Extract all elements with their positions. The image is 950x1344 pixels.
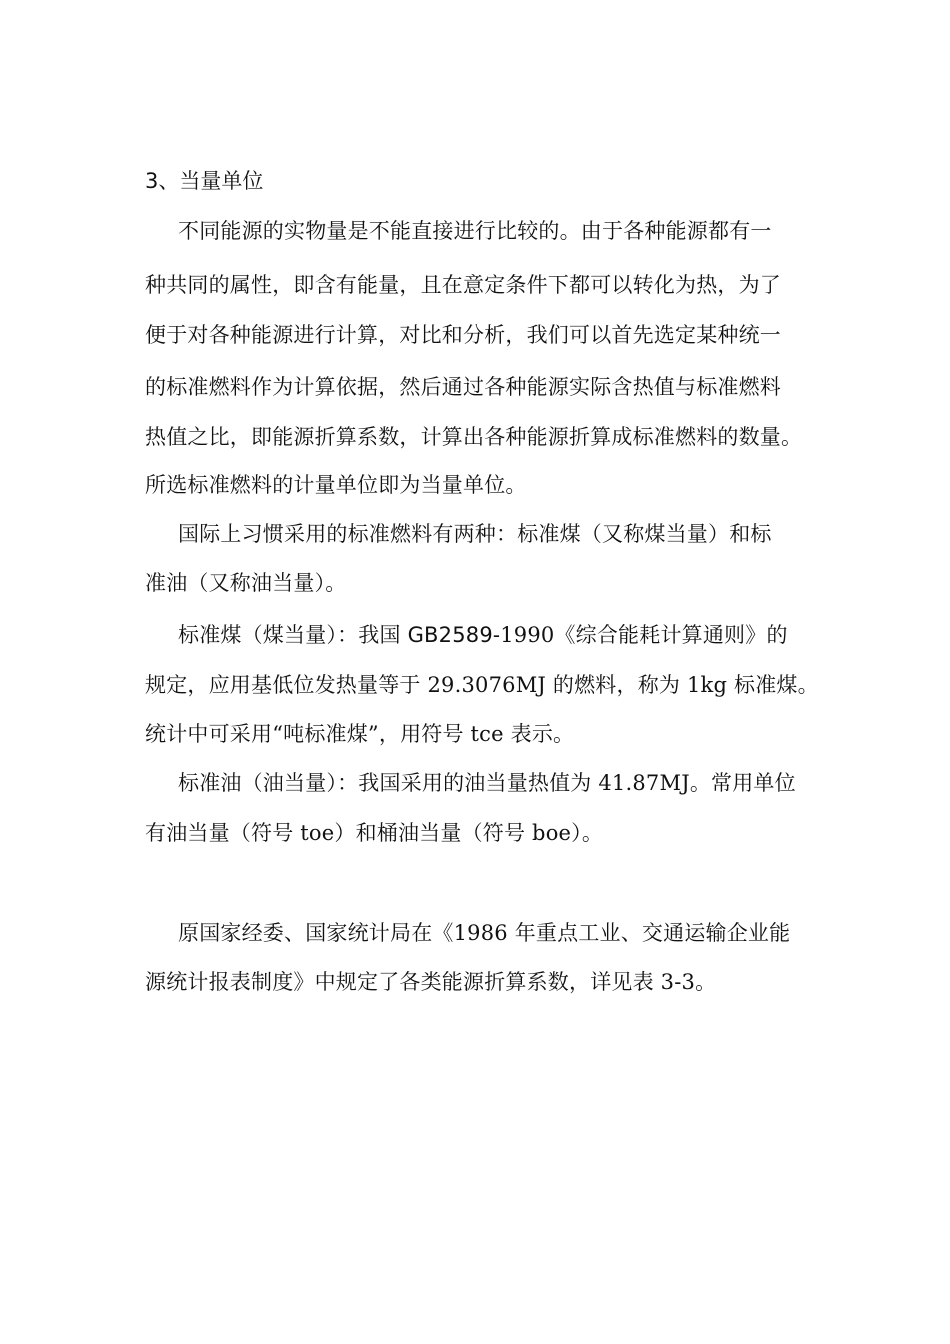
paragraph-1-line-1: 不同能源的实物量是不能直接进行比较的。由于各种能源都有一: [178, 219, 772, 243]
paragraph-3-line-1: [178, 620, 788, 650]
section-heading: 3、当量单位: [145, 169, 264, 193]
paragraph-5-line-1: 原国家经委、国家统计局在《1986 年重点工业、交通运输企业能: [178, 921, 791, 945]
paragraph-2-line-2: 准油（又称油当量）。: [145, 571, 347, 595]
paragraph-1-line-3: 便于对各种能源进行计算，对比和分析，我们可以首先选定某种统一: [145, 323, 781, 347]
paragraph-3-text-a: 标准煤（煤当量）：我国: [178, 623, 408, 647]
paragraph-1-line-4: 的标准燃料作为计算依据，然后通过各种能源实际含热值与标准燃料: [145, 375, 781, 399]
paragraph-5-line-2: 源统计报表制度》中规定了各类能源折算系数，详见表 3-3。: [145, 970, 717, 994]
paragraph-1-line-6: 所选标准燃料的计量单位即为当量单位。: [145, 473, 527, 497]
paragraph-4-line-1: 标准油（油当量）：我国采用的油当量热值为 41.87MJ。常用单位: [178, 771, 796, 795]
paragraph-1-line-2: 种共同的属性，即含有能量，且在意定条件下都可以转化为热，为了: [145, 273, 781, 297]
paragraph-3-line-2: 规定，应用基低位发热量等于 29.3076MJ 的燃料，称为 1kg 标准煤。: [145, 673, 819, 697]
paragraph-3-text-c: -1990《综合能耗计算通则》的: [492, 623, 788, 647]
standard-code: GB2589: [407, 623, 493, 647]
paragraph-1-line-5: 热值之比，即能源折算系数，计算出各种能源折算成标准燃料的数量。: [145, 425, 803, 449]
paragraph-2-line-1: 国际上习惯采用的标准燃料有两种：标准煤（又称煤当量）和标: [178, 522, 772, 546]
paragraph-4-line-2: 有油当量（符号 toe）和桶油当量（符号 boe）。: [145, 821, 604, 845]
paragraph-3-line-3: 统计中可采用“吨标准煤”，用符号 tce 表示。: [145, 722, 575, 746]
